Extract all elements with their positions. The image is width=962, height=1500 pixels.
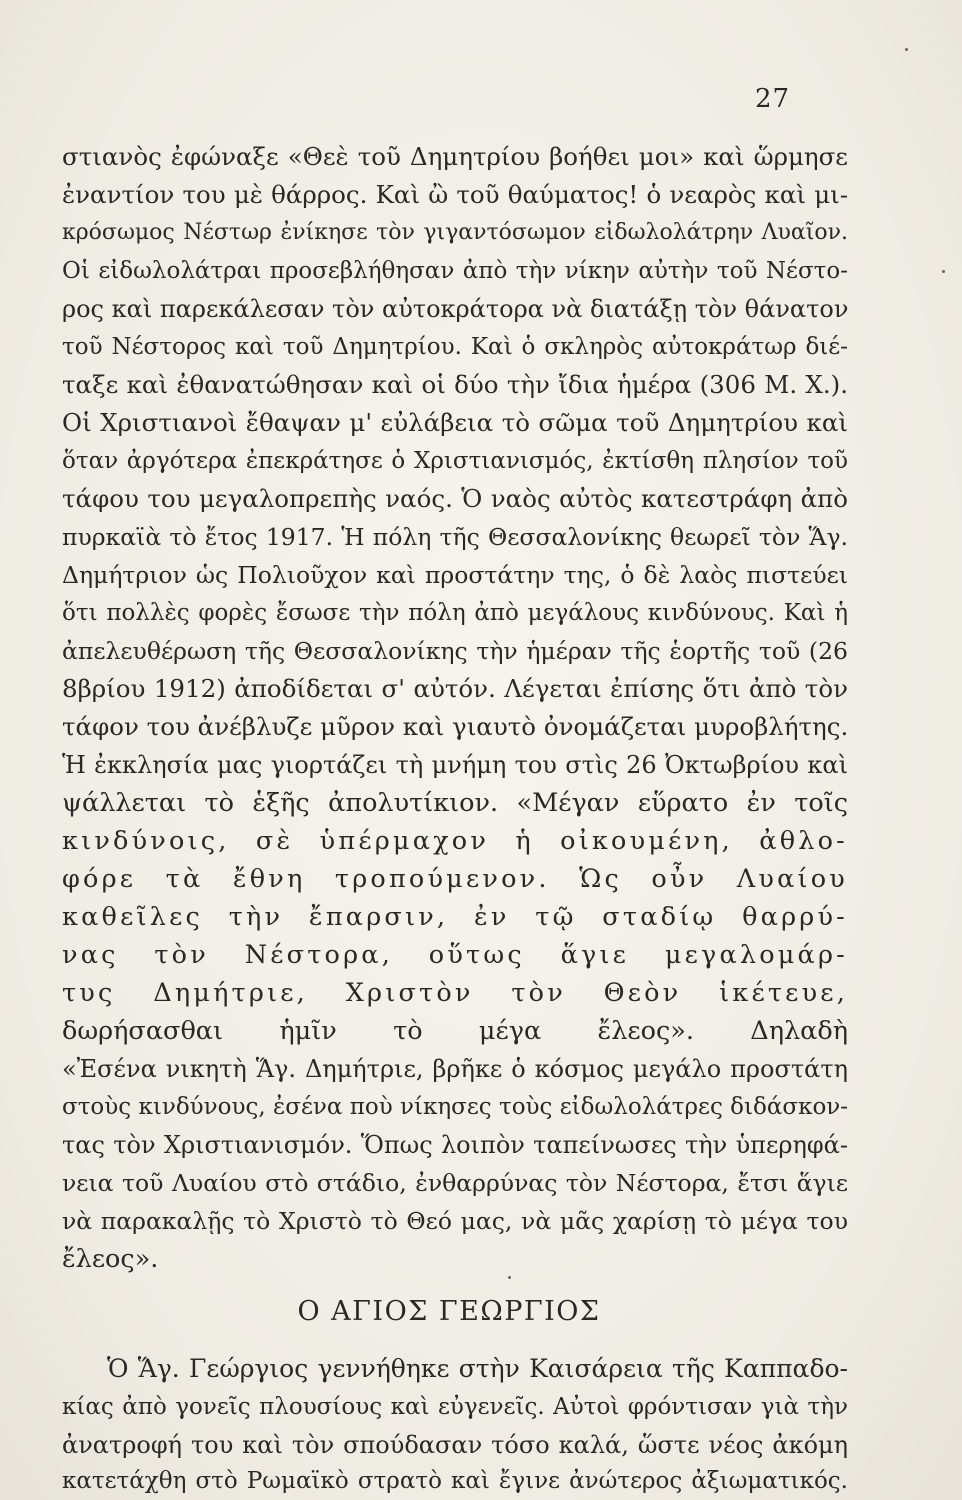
text-line: Δημήτριον ὡς Πολιοῦχον καὶ προστάτην της, ὁ δὲ λαὸς πιστεύει <box>62 561 848 589</box>
text-line: ἀπελευθέρωση τῆς Θεσσαλονίκης τὴν ἡμέραν τῆς ἑορτῆς τοῦ (26 <box>62 637 848 665</box>
text-line: νεια τοῦ Λυαίου στὸ στάδιο, ἐνθαρρύνας τὸν Νέστορα, ἔτσι ἅγιε <box>62 1169 848 1197</box>
section-heading: Ο ΑΓΙΟΣ ΓΕΩΡΓΙΟΣ <box>297 1296 601 1327</box>
text-line: τοῦ Νέστορος καὶ τοῦ Δημητρίου. Καὶ ὁ σκληρὸς αὐτοκράτωρ διέ- <box>62 334 848 360</box>
hymn-line: τυς Δημήτριε, Χριστὸν τὸν Θεὸν ἱκέτευε, <box>62 978 848 1008</box>
hymn-line: καθεῖλες τὴν ἔπαρσιν, ἐν τῷ σταδίῳ θαρρύ- <box>62 902 848 932</box>
paper-speck <box>508 1276 511 1279</box>
page-number: 27 <box>755 84 791 114</box>
text-line: «Ἐσένα νικητὴ Ἅγ. Δημήτριε, βρῆκε ὁ κόσμος μεγάλο προστάτη <box>62 1055 848 1083</box>
hymn-line: κινδύνοις, σὲ ὑπέρμαχον ἡ οἰκουμένη, ἀθλο- <box>62 826 848 856</box>
text-line: στιανὸς ἐφώναξε «Θεὲ τοῦ Δημητρίου βοήθει μοι» καὶ ὥρμησε <box>62 142 848 171</box>
text-line: Ὁ Ἅγ. Γεώργιος γεννήθηκε στὴν Καισάρεια τῆς Καππαδο- <box>107 1354 848 1383</box>
text-line: ἀνατροφή του καὶ τὸν σπούδασαν τόσο καλά, ὥστε νέος ἀκόμη <box>62 1431 848 1459</box>
text-line: τας τὸν Χριστιανισμόν. Ὅπως λοιπὸν ταπείνωσες τὴν ὑπερηφά- <box>62 1131 848 1159</box>
paper-speck <box>905 48 908 51</box>
text-line: ρος καὶ παρεκάλεσαν τὸν αὐτοκράτορα νὰ διατάξῃ τὸν θάνατον <box>62 295 849 323</box>
text-line: Οἱ εἰδωλολάτραι προσεβλήθησαν ἀπὸ τὴν νίκην αὐτὴν τοῦ Νέστο- <box>62 258 848 284</box>
text-line: στοὺς κινδύνους, ἐσένα ποὺ νίκησες τοὺς εἰδωλολάτρες διδάσκον- <box>62 1094 849 1120</box>
text-line: τάφον του ἀνέβλυζε μῦρον καὶ γιαυτὸ ὀνομάζεται μυροβλήτης. <box>62 712 849 741</box>
text-line: ὅταν ἀργότερα ἐπεκράτησε ὁ Χριστιανισμός, ἐκτίσθη πλησίον τοῦ <box>62 448 848 474</box>
text-line: ταξε καὶ ἐθανατώθησαν καὶ οἱ δύο τὴν ἴδια ἡμέρα (306 Μ. Χ.). <box>62 370 848 399</box>
text-line: νὰ παρακαλῇς τὸ Χριστὸ τὸ Θεό μας, νὰ μᾶς χαρίσῃ τὸ μέγα του <box>62 1207 848 1235</box>
text-line: ὅτι πολλὲς φορὲς ἔσωσε τὴν πόλη ἀπὸ μεγάλους κινδύνους. Καὶ ἡ <box>62 600 848 626</box>
hymn-line: νας τὸν Νέστορα, οὕτως ἅγιε μεγαλομάρ- <box>62 940 848 970</box>
text-line: τάφου του μεγαλοπρεπὴς ναός. Ὁ ναὸς αὐτὸς κατεστράφη ἀπὸ <box>62 484 848 513</box>
text-line: ψάλλεται τὸ ἑξῆς ἀπολυτίκιον. «Μέγαν εὕρατο ἐν τοῖς <box>62 788 848 818</box>
hymn-line: φόρε τὰ ἔθνη τροπούμενον. Ὡς οὖν Λυαίου <box>62 864 848 894</box>
text-line: δωρήσασθαι ἡμῖν τὸ μέγα ἔλεος». Δηλαδὴ <box>62 1016 848 1046</box>
text-line: κατετάχθη στὸ Ρωμαϊκὸ στρατὸ καὶ ἔγινε ἀνώτερος ἀξιωματικός. <box>62 1468 848 1494</box>
text-line: 8βρίου 1912) ἀποδίδεται σ' αὐτόν. Λέγεται ἐπίσης ὅτι ἀπὸ τὸν <box>62 674 848 703</box>
text-line: πυρκαϊὰ τὸ ἔτος 1917. Ἡ πόλη τῆς Θεσσαλονίκης θεωρεῖ τὸν Ἅγ. <box>62 523 848 551</box>
text-line: κρόσωμος Νέστωρ ἐνίκησε τὸν γιγαντόσωμον εἰδωλολάτρην Λυαῖον. <box>62 220 848 245</box>
text-line: ἔλεος». <box>62 1244 159 1274</box>
text-line: κίας ἀπὸ γονεῖς πλουσίους καὶ εὐγενεῖς. Αὐτοὶ φρόντισαν γιὰ τὴν <box>62 1394 848 1420</box>
text-line: Οἱ Χριστιανοὶ ἔθαψαν μ' εὐλάβεια τὸ σῶμα τοῦ Δημητρίου καὶ <box>62 408 848 437</box>
paper-speck <box>942 270 945 273</box>
text-line: Ἡ ἐκκλησία μας γιορτάζει τὴ μνήμη του στὶς 26 Ὀκτωβρίου καὶ <box>62 751 848 779</box>
text-line: ἐναντίον του μὲ θάρρος. Καὶ ὢ τοῦ θαύματος! ὁ νεαρὸς καὶ μι- <box>62 180 848 209</box>
